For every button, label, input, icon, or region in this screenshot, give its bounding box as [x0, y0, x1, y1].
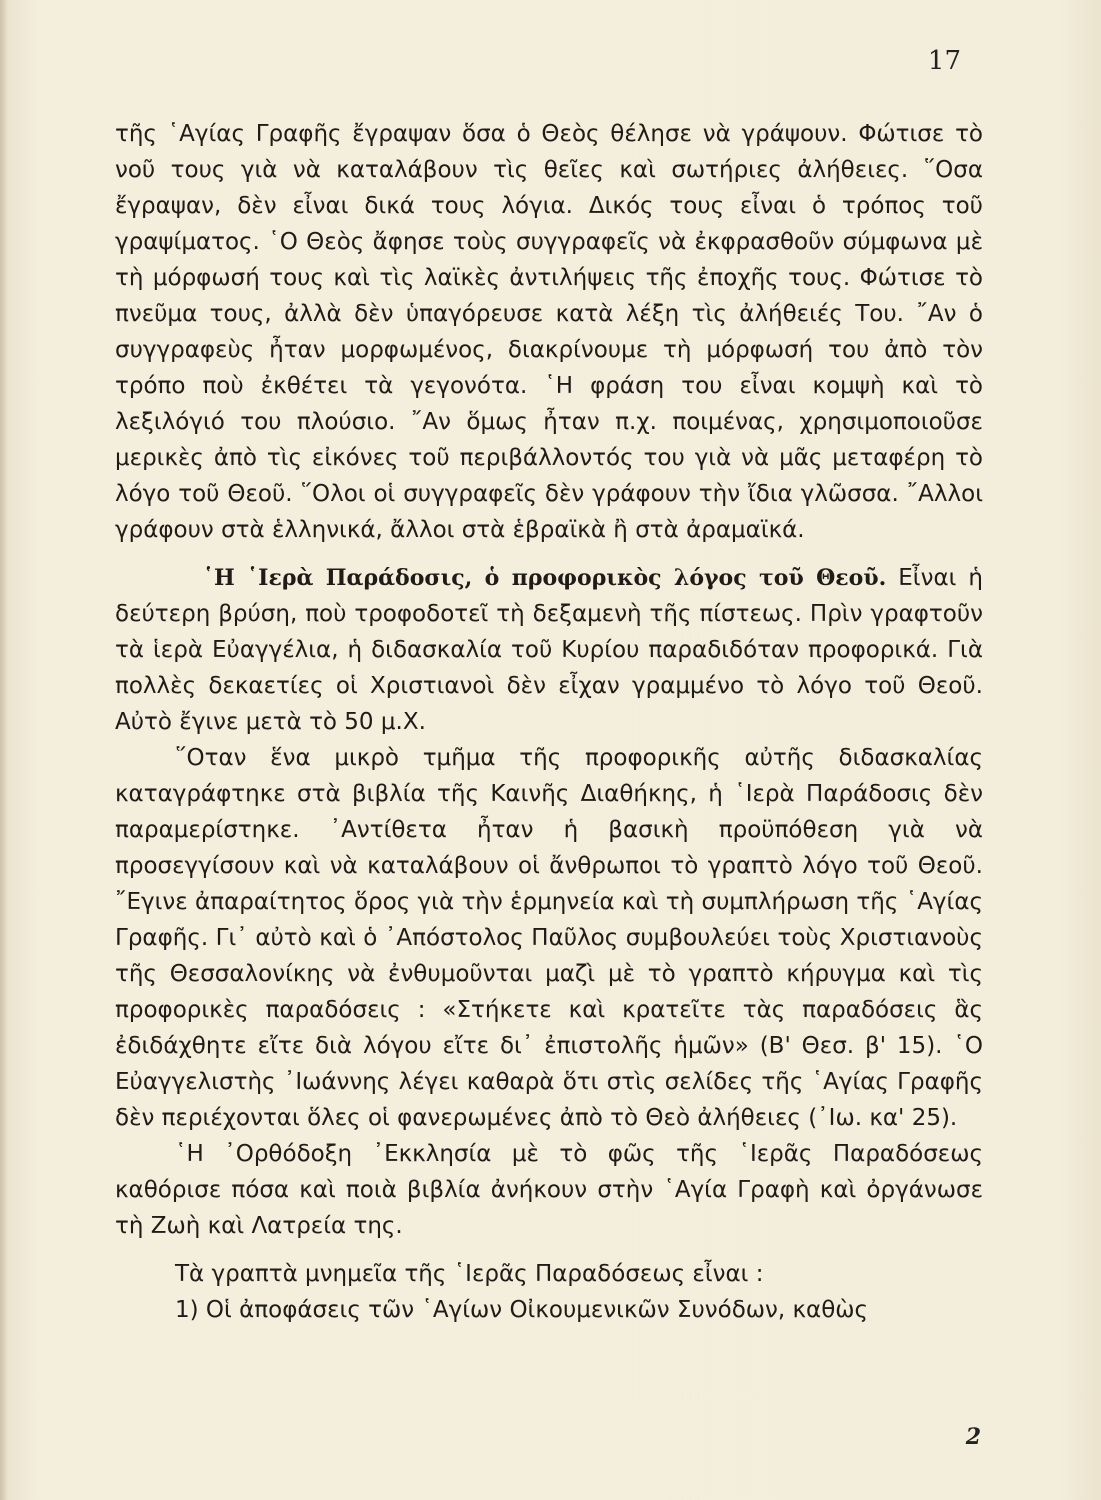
section-heading-holy-tradition: ῾Η ῾Ιερὰ Παράδοσις, ὁ προφορικὸς λόγος τοῦ Θεοῦ. — [203, 565, 887, 591]
paragraph-scripture-authors: τῆς ῾Αγίας Γραφῆς ἔγραψαν ὅσα ὁ Θεὸς θέλησε νὰ γράψουν. Φώτισε τὸ νοῦ τους γιὰ νὰ καταλάβουν τὶς θεῖες καὶ σωτήριες ἀλήθειες. ῞Οσα ἔγραψαν, δὲν εἶναι δικά τους λόγια. Δικός τους εἶναι ὁ τρόπος τοῦ γραψίματος. ῾Ο Θεὸς ἄφησε τοὺς συγγραφεῖς νὰ ἐκφρασθοῦν σύμφωνα μὲ τὴ μόρφωσή τους καὶ τὶς λαϊκὲς ἀντιλήψεις τῆς ἐποχῆς τους. Φώτισε τὸ πνεῦμα τους, ἀλλὰ δὲν ὑπαγόρευσε κατὰ λέξη τὶς ἀλήθειές Του. ῎Αν ὁ συγγραφεὺς ἦταν μορφωμένος, διακρίνουμε τὴ μόρφωσή του ἀπὸ τὸν τρόπο ποὺ ἐκθέτει τὰ γεγονότα. ῾Η φράση του εἶναι κομψὴ καὶ τὸ λεξιλόγιό του πλούσιο. ῎Αν ὅμως ἦταν π.χ. ποιμένας, χρησιμοποιοῦσε μερικὲς ἀπὸ τὶς εἰκόνες τοῦ περιβάλλοντός του γιὰ νὰ μᾶς μεταφέρη τὸ λόγο τοῦ Θεοῦ. ῞Ολοι οἱ συγγραφεῖς δὲν γράφουν τὴν ἴδια γλῶσσα. ῎Αλλοι γράφουν στὰ ἑλληνικά, ἄλλοι στὰ ἑβραϊκὰ ἢ στὰ ἀραμαϊκά. — [115, 121, 983, 543]
paragraph-holy-tradition-body: Εἶναι ἡ δεύτερη βρύση, ποὺ τροφοδοτεῖ τὴ δεξαμενὴ τῆς πίστεως. Πρὶν γραφτοῦν τὰ ἱερὰ Εὐαγγέλια, ἡ διδασκαλία τοῦ Κυρίου παραδιδόταν προφορικά. Γιὰ πολλὲς δεκαετίες οἱ Χριστιανοὶ δὲν εἶχαν γραμμένο τὸ λόγο τοῦ Θεοῦ. Αὐτὸ ἔγινε μετὰ τὸ 50 μ.Χ. — [115, 565, 983, 735]
paragraph-tradition-not-set-aside: ῞Οταν ἕνα μικρὸ τμῆμα τῆς προφορικῆς αὐτῆς διδασκαλίας καταγράφτηκε στὰ βιβλία τῆς Καινῆς Διαθήκης, ἡ ῾Ιερὰ Παράδοσις δὲν παραμερίστηκε. ᾿Αντίθετα ἦταν ἡ βασικὴ προϋπόθεση γιὰ νὰ προσεγγίσουν καὶ νὰ καταλάβουν οἱ ἄνθρωποι τὸ γραπτὸ λόγο τοῦ Θεοῦ. ῎Εγινε ἀπαραίτητος ὅρος γιὰ τὴν ἑρμηνεία καὶ τὴ συμπλήρωση τῆς ῾Αγίας Γραφῆς. Γι᾿ αὐτὸ καὶ ὁ ᾿Απόστολος Παῦλος συμβουλεύει τοὺς Χριστιανοὺς τῆς Θεσσαλονίκης νὰ ἐνθυμοῦνται μαζὶ μὲ τὸ γραπτὸ κήρυγμα καὶ τὶς προφορικὲς παραδόσεις : «Στήκετε καὶ κρατεῖτε τὰς παραδόσεις ἃς ἐδιδάχθητε εἴτε διὰ λόγου εἴτε δι᾿ ἐπιστολῆς ἡμῶν» (Β' Θεσ. β' 15). ῾Ο Εὐαγγελιστὴς ᾿Ιωάννης λέγει καθαρὰ ὅτι στὶς σελίδες τῆς ῾Αγίας Γραφῆς δὲν περιέχονται ὅλες οἱ φανερωμένες ἀπὸ τὸ Θεὸ ἀλήθειες (᾿Ιω. κα' 25). — [115, 745, 983, 1131]
page-edge-shadow — [0, 0, 8, 1500]
printer-signature-mark: 2 — [965, 1424, 981, 1450]
list-item-ecumenical-councils: 1) Οἱ ἀποφάσεις τῶν ῾Αγίων Οἰκουμενικῶν Συνόδων, καθὼς — [175, 1297, 869, 1323]
paragraph-holy-tradition — [115, 560, 983, 740]
paragraph-written-monuments: Τὰ γραπτὰ μνημεῖα τῆς ῾Ιερᾶς Παραδόσεως εἶναι : — [175, 1261, 764, 1287]
page-number: 17 — [927, 46, 961, 76]
body-text — [115, 116, 983, 1328]
paragraph-orthodox-church: ῾Η ᾿Ορθόδοξη ᾿Εκκλησία μὲ τὸ φῶς τῆς ῾Ιερᾶς Παραδόσεως καθόρισε πόσα καὶ ποιὰ βιβλία ἀνήκουν στὴν ῾Αγία Γραφὴ καὶ ὀργάνωσε τὴ Ζωὴ καὶ Λατρεία της. — [115, 1141, 983, 1239]
